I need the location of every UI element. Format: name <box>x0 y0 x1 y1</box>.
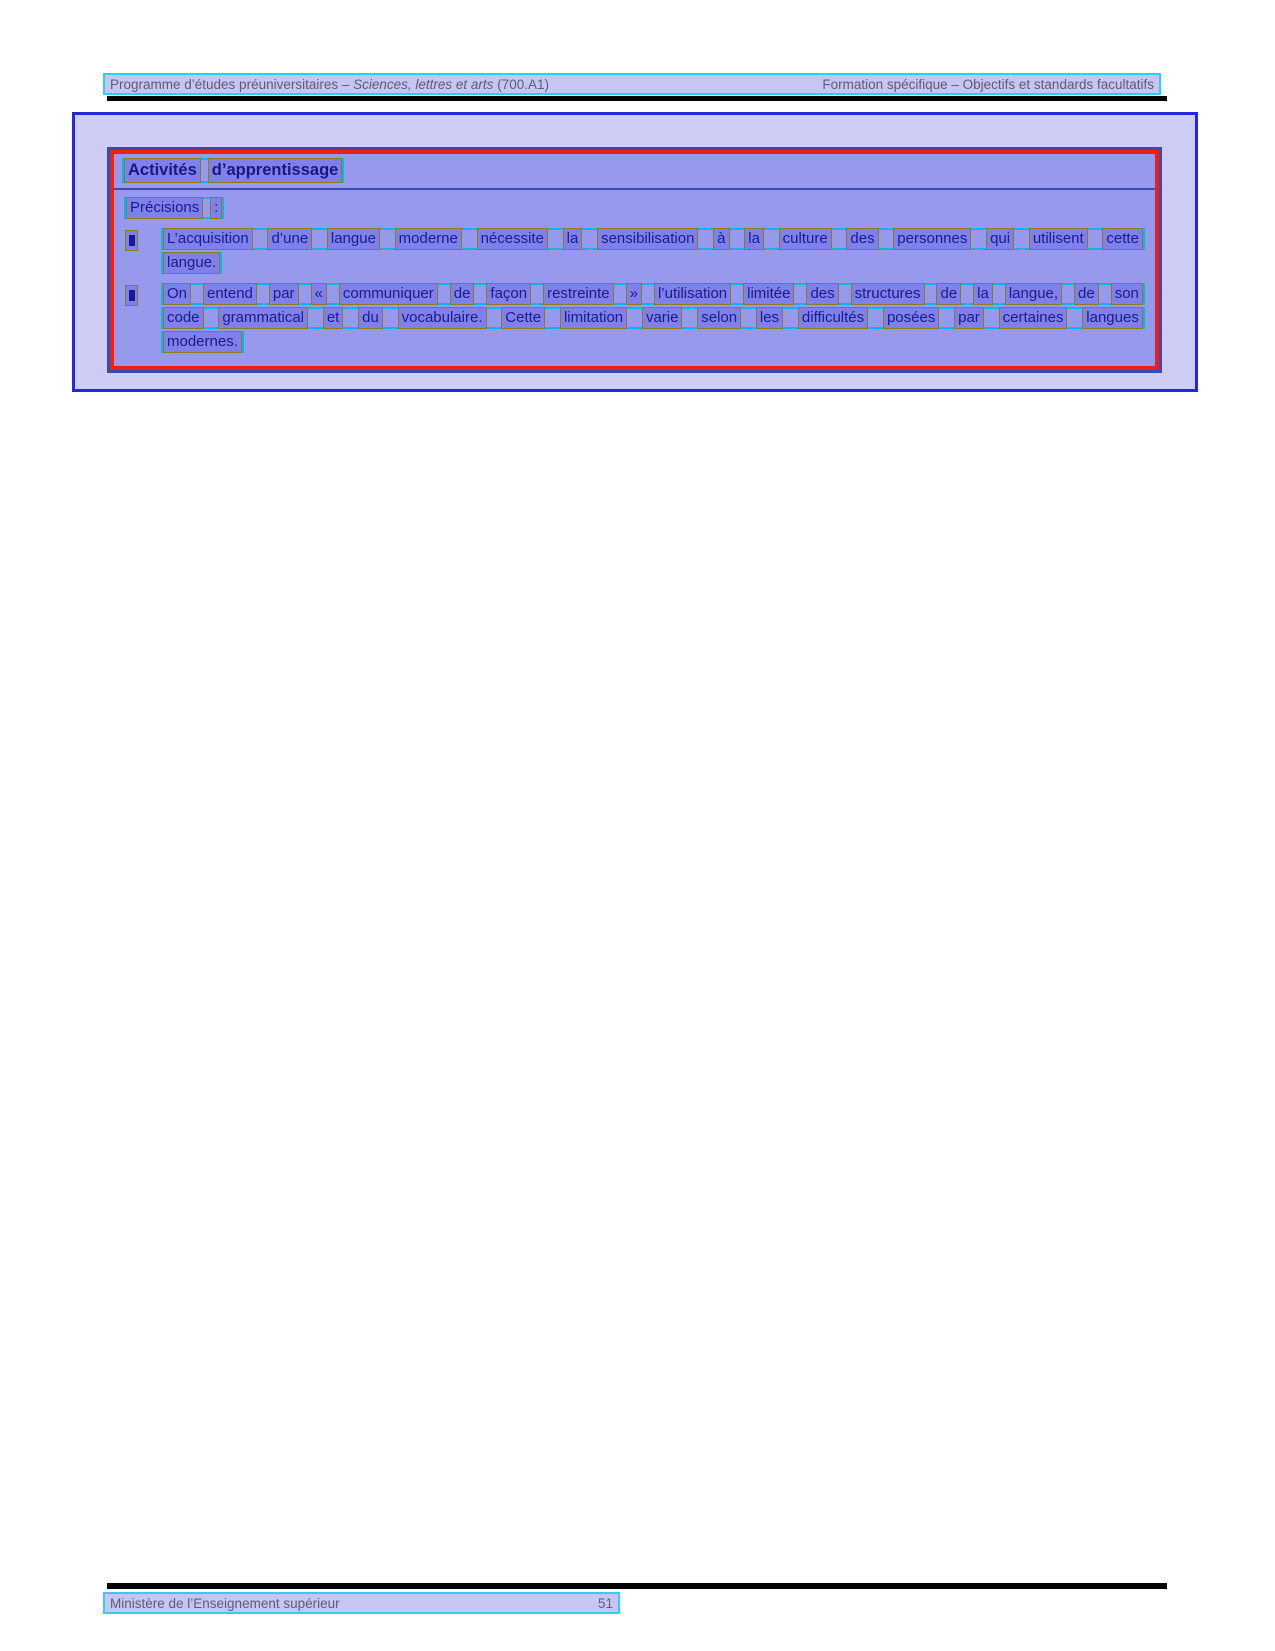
word-box: difficultés <box>798 307 868 329</box>
word-box: langue, <box>1005 283 1062 305</box>
word-box: qui <box>986 228 1014 250</box>
footer-rule <box>107 1583 1167 1589</box>
word-box: On <box>163 283 191 305</box>
table-title-row <box>114 154 1155 190</box>
header-left-suffix: (700.A1) <box>493 76 549 92</box>
word-box: nécessite <box>477 228 548 250</box>
annotated-table <box>110 150 1159 370</box>
bullet-icon <box>129 235 135 246</box>
word-box: Activités <box>124 158 201 183</box>
word-box: des <box>846 228 878 250</box>
word-box: et <box>323 307 344 329</box>
running-footer <box>103 1592 620 1614</box>
word-box: « <box>311 283 327 305</box>
word-box: » <box>626 283 642 305</box>
word-box: communiquer <box>339 283 438 305</box>
page-number: 51 <box>597 1595 613 1611</box>
word-box: de <box>1074 283 1099 305</box>
bullet-marker-box <box>125 230 138 251</box>
word-box: structures <box>851 283 925 305</box>
word-box: code <box>163 307 204 329</box>
word-box: cette <box>1102 228 1143 250</box>
word-box: d’apprentissage <box>208 158 343 183</box>
word-box: du <box>358 307 383 329</box>
word-box: vocabulaire. <box>398 307 487 329</box>
word-box: Cette <box>501 307 545 329</box>
word-box: la <box>973 283 993 305</box>
word-box: de <box>936 283 961 305</box>
word-box: posées <box>883 307 939 329</box>
header-left-italic: Sciences, lettres et arts <box>353 76 494 92</box>
word-box: langues <box>1082 307 1143 329</box>
word-box: selon <box>697 307 741 329</box>
word-box: la <box>744 228 764 250</box>
word-box: certaines <box>999 307 1068 329</box>
word-box: des <box>806 283 838 305</box>
header-left-prefix: Programme d’études préuniversitaires – <box>110 76 354 92</box>
bullet-icon <box>129 290 135 301</box>
header-rule <box>107 96 1167 101</box>
text-line-box <box>161 307 1145 329</box>
text-line-box <box>161 283 1145 305</box>
word-box: son <box>1111 283 1143 305</box>
bullet-marker-box <box>125 285 138 306</box>
bullet-item <box>124 283 1145 353</box>
word-box: par <box>269 283 299 305</box>
word-box: sensibilisation <box>597 228 698 250</box>
word-box: : <box>210 197 222 219</box>
word-box: grammatical <box>218 307 308 329</box>
word-box: restreinte <box>543 283 614 305</box>
word-box: d’une <box>267 228 312 250</box>
word-box: moderne <box>395 228 462 250</box>
header-left-text <box>110 77 549 92</box>
footer-left-text: Ministère de l’Enseignement supérieur <box>110 1595 340 1611</box>
word-box: à <box>713 228 729 250</box>
word-box: par <box>954 307 984 329</box>
text-line-box <box>161 331 244 353</box>
running-header <box>103 73 1161 95</box>
word-box: de <box>450 283 475 305</box>
word-box: langue <box>327 228 380 250</box>
word-box: l’utilisation <box>654 283 731 305</box>
word-box: la <box>563 228 583 250</box>
word-box: langue. <box>163 252 220 274</box>
word-box: entend <box>203 283 257 305</box>
word-box: L’acquisition <box>163 228 253 250</box>
word-box: Précisions <box>126 197 203 219</box>
precisions-line-box <box>124 197 224 219</box>
title-line-box <box>122 158 344 183</box>
word-box: les <box>756 307 783 329</box>
header-right-text: Formation spécifique – Objectifs et standards facultatifs <box>822 76 1154 92</box>
text-line-box <box>161 252 222 274</box>
word-box: limitée <box>743 283 794 305</box>
word-box: varie <box>642 307 683 329</box>
word-box: utilisent <box>1029 228 1088 250</box>
word-box: façon <box>486 283 531 305</box>
table-body <box>114 190 1155 366</box>
word-box: culture <box>779 228 832 250</box>
text-line-box <box>161 228 1145 250</box>
word-box: limitation <box>560 307 627 329</box>
word-box: modernes. <box>163 331 242 353</box>
word-box: personnes <box>893 228 971 250</box>
bullet-item <box>124 228 1145 274</box>
